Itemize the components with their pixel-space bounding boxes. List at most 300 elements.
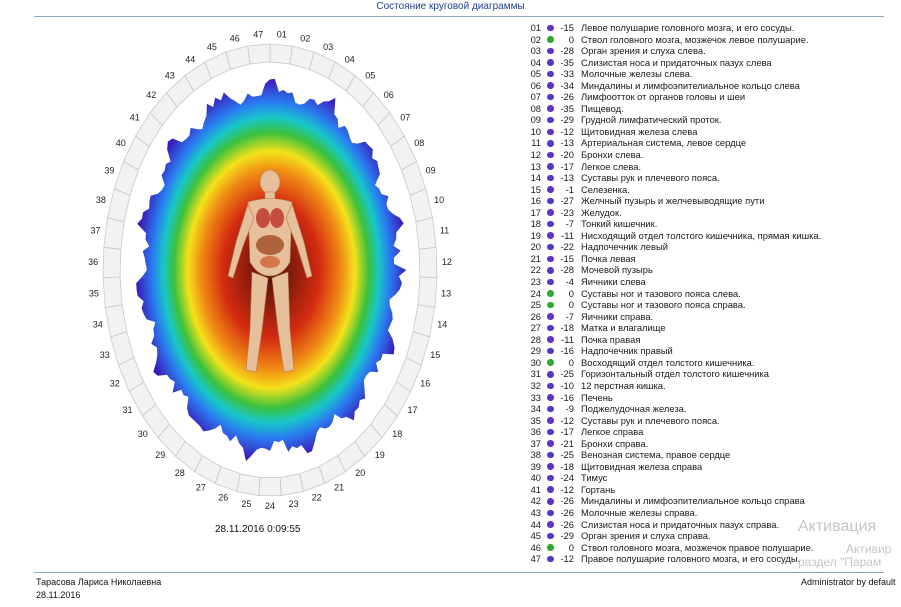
organ-value: -22 [560, 241, 574, 253]
organ-name: Ствол головного мозга, мозжечок правое полушарие. [581, 541, 814, 553]
organ-row [527, 34, 899, 46]
sector-label: 40 [115, 138, 126, 148]
organ-value: -12 [560, 125, 574, 137]
status-dot-icon [547, 256, 554, 263]
status-dot-icon [547, 48, 554, 55]
sector-cell [280, 474, 303, 496]
organ-row [527, 195, 899, 207]
organ-row [527, 126, 899, 138]
organ-number: 46 [530, 541, 541, 553]
organ-name: Пищевод. [581, 102, 624, 114]
organ-name: Правое полушарие головного мозга, и его сосуды. [581, 553, 801, 565]
sector-label: 47 [253, 29, 264, 40]
organ-number: 26 [530, 310, 541, 322]
sector-cell [410, 189, 433, 222]
organ-number: 36 [530, 426, 541, 438]
footer-divider [34, 572, 884, 573]
organ-row [527, 368, 899, 380]
organ-number: 07 [530, 91, 541, 103]
sector-label: 05 [365, 70, 376, 81]
sector-label: 31 [122, 405, 133, 415]
sector-cell [413, 305, 434, 337]
organ-number: 39 [530, 460, 541, 472]
sector-label: 43 [164, 70, 175, 81]
organ-name: Мочевой пузырь [581, 264, 653, 276]
organ-name: Орган зрения и слуха справа. [581, 530, 711, 542]
organ-value: -29 [560, 114, 574, 126]
organ-row [527, 172, 899, 184]
status-dot-icon [547, 313, 554, 320]
page-title: Состояние круговой диаграммы [376, 1, 525, 12]
measurement-timestamp: 28.11.2016 0:09:55 [215, 524, 301, 535]
organ-number: 14 [530, 172, 541, 184]
activation-watermark: Активация [798, 518, 877, 535]
status-dot-icon [547, 209, 554, 216]
status-dot-icon [547, 94, 554, 101]
organ-row [527, 149, 899, 161]
organ-value: -17 [560, 160, 574, 172]
organ-value: -16 [560, 391, 574, 403]
organ-name: Грудной лимфатический проток. [581, 114, 722, 126]
organ-row [527, 288, 899, 300]
sector-label: 32 [109, 378, 120, 389]
sector-label: 27 [195, 482, 206, 493]
status-dot-icon [547, 486, 554, 493]
organ-row [527, 299, 899, 311]
organ-name: Лимфоотток от органов головы и шеи [581, 91, 746, 103]
organ-value: -7 [565, 310, 574, 322]
organ-row [527, 137, 899, 149]
sector-label: 39 [104, 165, 115, 176]
organ-number: 04 [530, 56, 541, 68]
status-dot-icon [547, 452, 554, 459]
organ-number: 11 [531, 137, 541, 149]
organ-number: 45 [530, 530, 541, 542]
organ-row [527, 507, 899, 519]
organ-number: 43 [530, 506, 541, 518]
organ-number: 21 [530, 252, 541, 264]
organ-value: 0 [568, 33, 574, 45]
status-dot-icon [547, 36, 554, 43]
organ-name: Тимус [581, 472, 608, 484]
organ-name: Слизистая носа и придаточных пазух слева [581, 56, 772, 68]
aura-chart [88, 29, 452, 511]
organ-number: 18 [530, 218, 541, 230]
organ-value: -9 [565, 403, 574, 415]
sector-label: 20 [355, 468, 366, 479]
organ-row [527, 426, 899, 438]
organ-value: -20 [560, 149, 574, 161]
organ-name: Орган зрения и слуха слева. [581, 45, 706, 57]
organ-row [527, 392, 899, 404]
organ-value: -25 [560, 368, 574, 380]
sector-cell [237, 474, 260, 496]
organ-row [527, 264, 899, 276]
organ-row [527, 207, 899, 219]
sector-cell [419, 247, 437, 277]
organ-number: 28 [530, 333, 541, 345]
organ-number: 37 [530, 437, 541, 449]
organ-row [527, 380, 899, 392]
organ-value: -18 [560, 322, 574, 334]
organ-value: 0 [568, 287, 574, 299]
sector-label: 17 [407, 405, 418, 415]
organ-row [527, 114, 899, 126]
organ-value: -12 [560, 553, 574, 565]
organ-number: 38 [530, 449, 541, 461]
organ-name: Гортань [581, 483, 616, 495]
sector-label: 23 [288, 498, 299, 509]
organ-name: Венозная система, правое сердце [581, 449, 731, 461]
organ-value: -11 [561, 333, 574, 345]
header-divider [34, 16, 884, 17]
sector-label: 09 [425, 165, 436, 176]
organ-name: Легкое слева. [581, 160, 642, 172]
organ-name: Поджелудочная железа. [581, 403, 687, 415]
organ-name: Миндалины и лимфоэпителиальное кольцо справа [581, 495, 805, 507]
status-dot-icon [547, 163, 554, 170]
sector-cell [418, 277, 437, 308]
organ-value: -10 [560, 379, 574, 391]
sector-label: 46 [229, 33, 240, 44]
sector-label: 25 [241, 498, 252, 509]
organ-number: 30 [530, 356, 541, 368]
organ-value: -26 [560, 495, 574, 507]
organ-name: Миндалины и лимфоэпителиальное кольцо слева [581, 79, 800, 91]
organ-row [527, 438, 899, 450]
organ-value: -35 [560, 102, 574, 114]
organ-row [527, 322, 899, 334]
organ-row [527, 311, 899, 323]
organ-number: 09 [530, 114, 541, 126]
organ-row [527, 345, 899, 357]
sector-label: 03 [323, 42, 334, 53]
status-dot-icon [547, 175, 554, 182]
sector-cell [226, 46, 250, 69]
activation-watermark-line3: раздел "Парам [798, 555, 882, 569]
status-dot-icon [547, 302, 554, 309]
organ-name: Почка левая [581, 252, 636, 264]
organ-value: 0 [568, 541, 574, 553]
organ-number: 31 [530, 368, 541, 380]
sector-label: 26 [218, 492, 229, 503]
organ-name: Почка правая [581, 333, 641, 345]
organ-name: Суставы ног и тазового пояса слева. [581, 287, 741, 299]
organ-name: Желчный пузырь и желчевыводящие пути [581, 195, 765, 207]
status-dot-icon [547, 232, 554, 239]
organ-row [527, 403, 899, 415]
organ-name: Бронхи справа. [581, 437, 649, 449]
organ-name: Селезенка. [581, 183, 630, 195]
organ-value: -7 [565, 218, 574, 230]
organ-number: 32 [530, 379, 541, 391]
sector-label: 34 [92, 319, 103, 330]
organ-value: -26 [560, 91, 574, 103]
organ-value: -33 [560, 68, 574, 80]
organ-name: Бронхи слева. [581, 149, 644, 161]
organ-number: 16 [530, 195, 541, 207]
organ-value: -12 [560, 483, 574, 495]
sector-label: 01 [276, 29, 287, 40]
organ-name: Щитовидная железа слева [581, 125, 698, 137]
organ-value: -23 [560, 206, 574, 218]
organ-row [527, 91, 899, 103]
organ-value: -4 [565, 276, 574, 288]
organ-name: Яичники справа. [581, 310, 654, 322]
organ-number: 23 [530, 276, 541, 288]
organ-number: 12 [530, 149, 541, 161]
organ-row [527, 415, 899, 427]
organ-number: 20 [530, 241, 541, 253]
sector-label: 13 [441, 288, 452, 299]
organ-number: 33 [530, 391, 541, 403]
organ-name: Печень [581, 391, 613, 403]
status-dot-icon [547, 198, 554, 205]
organ-value: -18 [560, 460, 574, 472]
organ-value: -13 [560, 137, 574, 149]
patient-name: Тарасова Лариса Николаевна [36, 577, 162, 587]
sector-label: 16 [420, 378, 431, 389]
organ-name: Щитовидная железа справа [581, 460, 703, 472]
status-dot-icon [547, 290, 554, 297]
status-dot-icon [547, 417, 554, 424]
organ-value: -12 [560, 414, 574, 426]
aura-diagram [88, 29, 452, 511]
organ-number: 41 [530, 483, 541, 495]
organ-name: Легкое справа [581, 426, 644, 438]
status-dot-icon [547, 325, 554, 332]
sector-cell [105, 305, 126, 337]
sector-cell [103, 247, 121, 277]
status-dot-icon [547, 25, 554, 32]
organ-value: -35 [560, 56, 574, 68]
status-dot-icon [547, 359, 554, 366]
organ-name: Горизонтальный отдел толстого кишечника [581, 368, 770, 380]
organ-row [527, 218, 899, 230]
organ-value: -28 [560, 45, 574, 57]
sector-label: 21 [334, 482, 345, 493]
organ-row [527, 484, 899, 496]
organ-number: 06 [530, 79, 541, 91]
organ-number: 22 [530, 264, 541, 276]
organ-name: Надпочечник левый [581, 241, 668, 253]
organ-name: Слизистая носа и придаточных пазух справа. [581, 518, 780, 530]
sector-label: 30 [137, 429, 148, 440]
status-dot-icon [547, 244, 554, 251]
organ-number: 02 [530, 33, 541, 45]
status-dot-icon [547, 82, 554, 89]
sector-label: 45 [206, 42, 217, 53]
organ-row [527, 334, 899, 346]
organ-number: 27 [530, 322, 541, 334]
organ-number: 44 [530, 518, 541, 530]
status-dot-icon [547, 371, 554, 378]
sector-label: 14 [437, 319, 448, 330]
sector-label: 24 [264, 501, 276, 511]
sector-label: 29 [155, 450, 166, 461]
organ-name: Левое полушарие головного мозга, и его сосуды. [581, 22, 795, 33]
organ-row [527, 542, 899, 554]
status-dot-icon [547, 117, 554, 124]
organ-name: Тонкий кишечник. [581, 218, 658, 230]
user-label: Administrator by default [801, 577, 896, 587]
organ-number: 19 [530, 229, 541, 241]
sector-label: 35 [88, 288, 99, 299]
sector-label: 07 [400, 112, 411, 123]
organ-row [527, 22, 899, 34]
status-dot-icon [547, 279, 554, 286]
organ-value: -11 [561, 229, 574, 241]
organ-value: -1 [565, 183, 574, 195]
sector-label: 11 [439, 225, 450, 236]
sector-cell [104, 218, 124, 250]
status-dot-icon [547, 186, 554, 193]
organ-value: 0 [568, 356, 574, 368]
status-dot-icon [547, 521, 554, 528]
status-dot-icon [547, 533, 554, 540]
status-dot-icon [547, 221, 554, 228]
status-dot-icon [547, 59, 554, 66]
sector-label: 28 [174, 468, 185, 479]
organ-row [527, 449, 899, 461]
organ-row [527, 241, 899, 253]
organ-value: -15 [560, 22, 574, 33]
organ-name: 12 перстная кишка. [581, 379, 666, 391]
sector-label: 41 [129, 112, 140, 123]
organ-value: -24 [560, 472, 574, 484]
sector-label: 08 [414, 138, 425, 148]
status-dot-icon [547, 406, 554, 413]
activation-watermark-line2: Активир [846, 542, 892, 556]
organ-number: 13 [530, 160, 541, 172]
status-dot-icon [547, 129, 554, 136]
status-dot-icon [547, 510, 554, 517]
sector-label: 22 [311, 492, 322, 503]
organ-name: Нисходящий отдел толстого кишечника, прямая кишка. [581, 229, 822, 241]
organ-value: -34 [560, 79, 574, 91]
organ-number: 42 [530, 495, 541, 507]
organ-row [527, 461, 899, 473]
organ-row [527, 495, 899, 507]
organ-name: Ствол головного мозга, мозжечок левое полушарие. [581, 33, 809, 45]
organ-row [527, 276, 899, 288]
organ-value: -17 [560, 426, 574, 438]
organ-number: 35 [530, 414, 541, 426]
status-dot-icon [547, 140, 554, 147]
organ-value: -29 [560, 530, 574, 542]
status-dot-icon [547, 267, 554, 274]
sector-label: 18 [392, 429, 403, 440]
sector-label: 06 [383, 90, 394, 100]
organ-row [527, 253, 899, 265]
sector-label: 44 [185, 54, 196, 65]
sector-label: 42 [146, 90, 157, 100]
sector-label: 12 [441, 257, 452, 268]
organ-number: 25 [530, 299, 541, 311]
organ-value: -16 [560, 345, 574, 357]
organ-value: -25 [560, 449, 574, 461]
status-dot-icon [547, 336, 554, 343]
sector-label: 04 [344, 54, 355, 65]
organ-name: Яичники слева [581, 276, 646, 288]
organ-name: Надпочечник правый [581, 345, 673, 357]
organ-number: 01 [530, 22, 541, 33]
organ-name: Суставы рук и плечевого пояса. [581, 172, 720, 184]
organ-row [527, 472, 899, 484]
organ-number: 15 [530, 183, 541, 195]
sector-label: 19 [374, 450, 385, 461]
organ-row [527, 68, 899, 80]
sector-label: 37 [90, 225, 101, 236]
status-dot-icon [547, 429, 554, 436]
status-dot-icon [547, 394, 554, 401]
sector-label: 36 [88, 257, 99, 268]
organ-name: Молочные железы справа. [581, 506, 698, 518]
organ-row [527, 161, 899, 173]
organ-value: -21 [560, 437, 574, 449]
organ-name: Суставы рук и плечевого пояса. [581, 414, 720, 426]
sector-cell [416, 218, 436, 250]
sector-label: 02 [300, 33, 311, 44]
organ-number: 03 [530, 45, 541, 57]
sector-cell [248, 44, 270, 64]
report-date: 28.11.2016 [36, 590, 81, 600]
organ-value: -13 [560, 172, 574, 184]
status-dot-icon [547, 383, 554, 390]
organ-number: 34 [530, 403, 541, 415]
sector-cell [103, 277, 122, 308]
status-dot-icon [547, 556, 554, 563]
status-dot-icon [547, 440, 554, 447]
organ-name: Желудок. [581, 206, 622, 218]
organ-value: -27 [560, 195, 574, 207]
organ-name: Суставы ног и тазового пояса справа. [581, 299, 746, 311]
status-dot-icon [547, 105, 554, 112]
organ-number: 08 [530, 102, 541, 114]
organ-value: 0 [568, 299, 574, 311]
sector-label: 38 [95, 195, 106, 206]
organ-row [527, 184, 899, 196]
organ-number: 10 [530, 125, 541, 137]
status-dot-icon [547, 475, 554, 482]
status-dot-icon [547, 71, 554, 78]
organ-row [527, 57, 899, 69]
organ-value: -26 [560, 518, 574, 530]
sector-label: 15 [430, 349, 441, 360]
organ-row [527, 230, 899, 242]
organ-row [527, 357, 899, 369]
status-dot-icon [547, 152, 554, 159]
sector-cell [259, 478, 281, 496]
organ-row [527, 45, 899, 57]
organ-number: 40 [530, 472, 541, 484]
status-dot-icon [547, 348, 554, 355]
organ-number: 17 [530, 206, 541, 218]
organ-number: 05 [530, 68, 541, 80]
sector-label: 10 [434, 195, 445, 206]
status-dot-icon [547, 498, 554, 505]
organ-name: Восходящий отдел толстого кишечника. [581, 356, 755, 368]
organ-name: Артериальная система, левое сердце [581, 137, 747, 149]
status-dot-icon [547, 463, 554, 470]
sector-cell [270, 44, 292, 64]
organ-number: 24 [530, 287, 541, 299]
organ-row [527, 80, 899, 92]
organ-list [527, 22, 899, 565]
sector-label: 33 [99, 349, 110, 360]
organ-name: Матка и влагалище [581, 322, 666, 334]
organ-number: 47 [530, 553, 541, 565]
